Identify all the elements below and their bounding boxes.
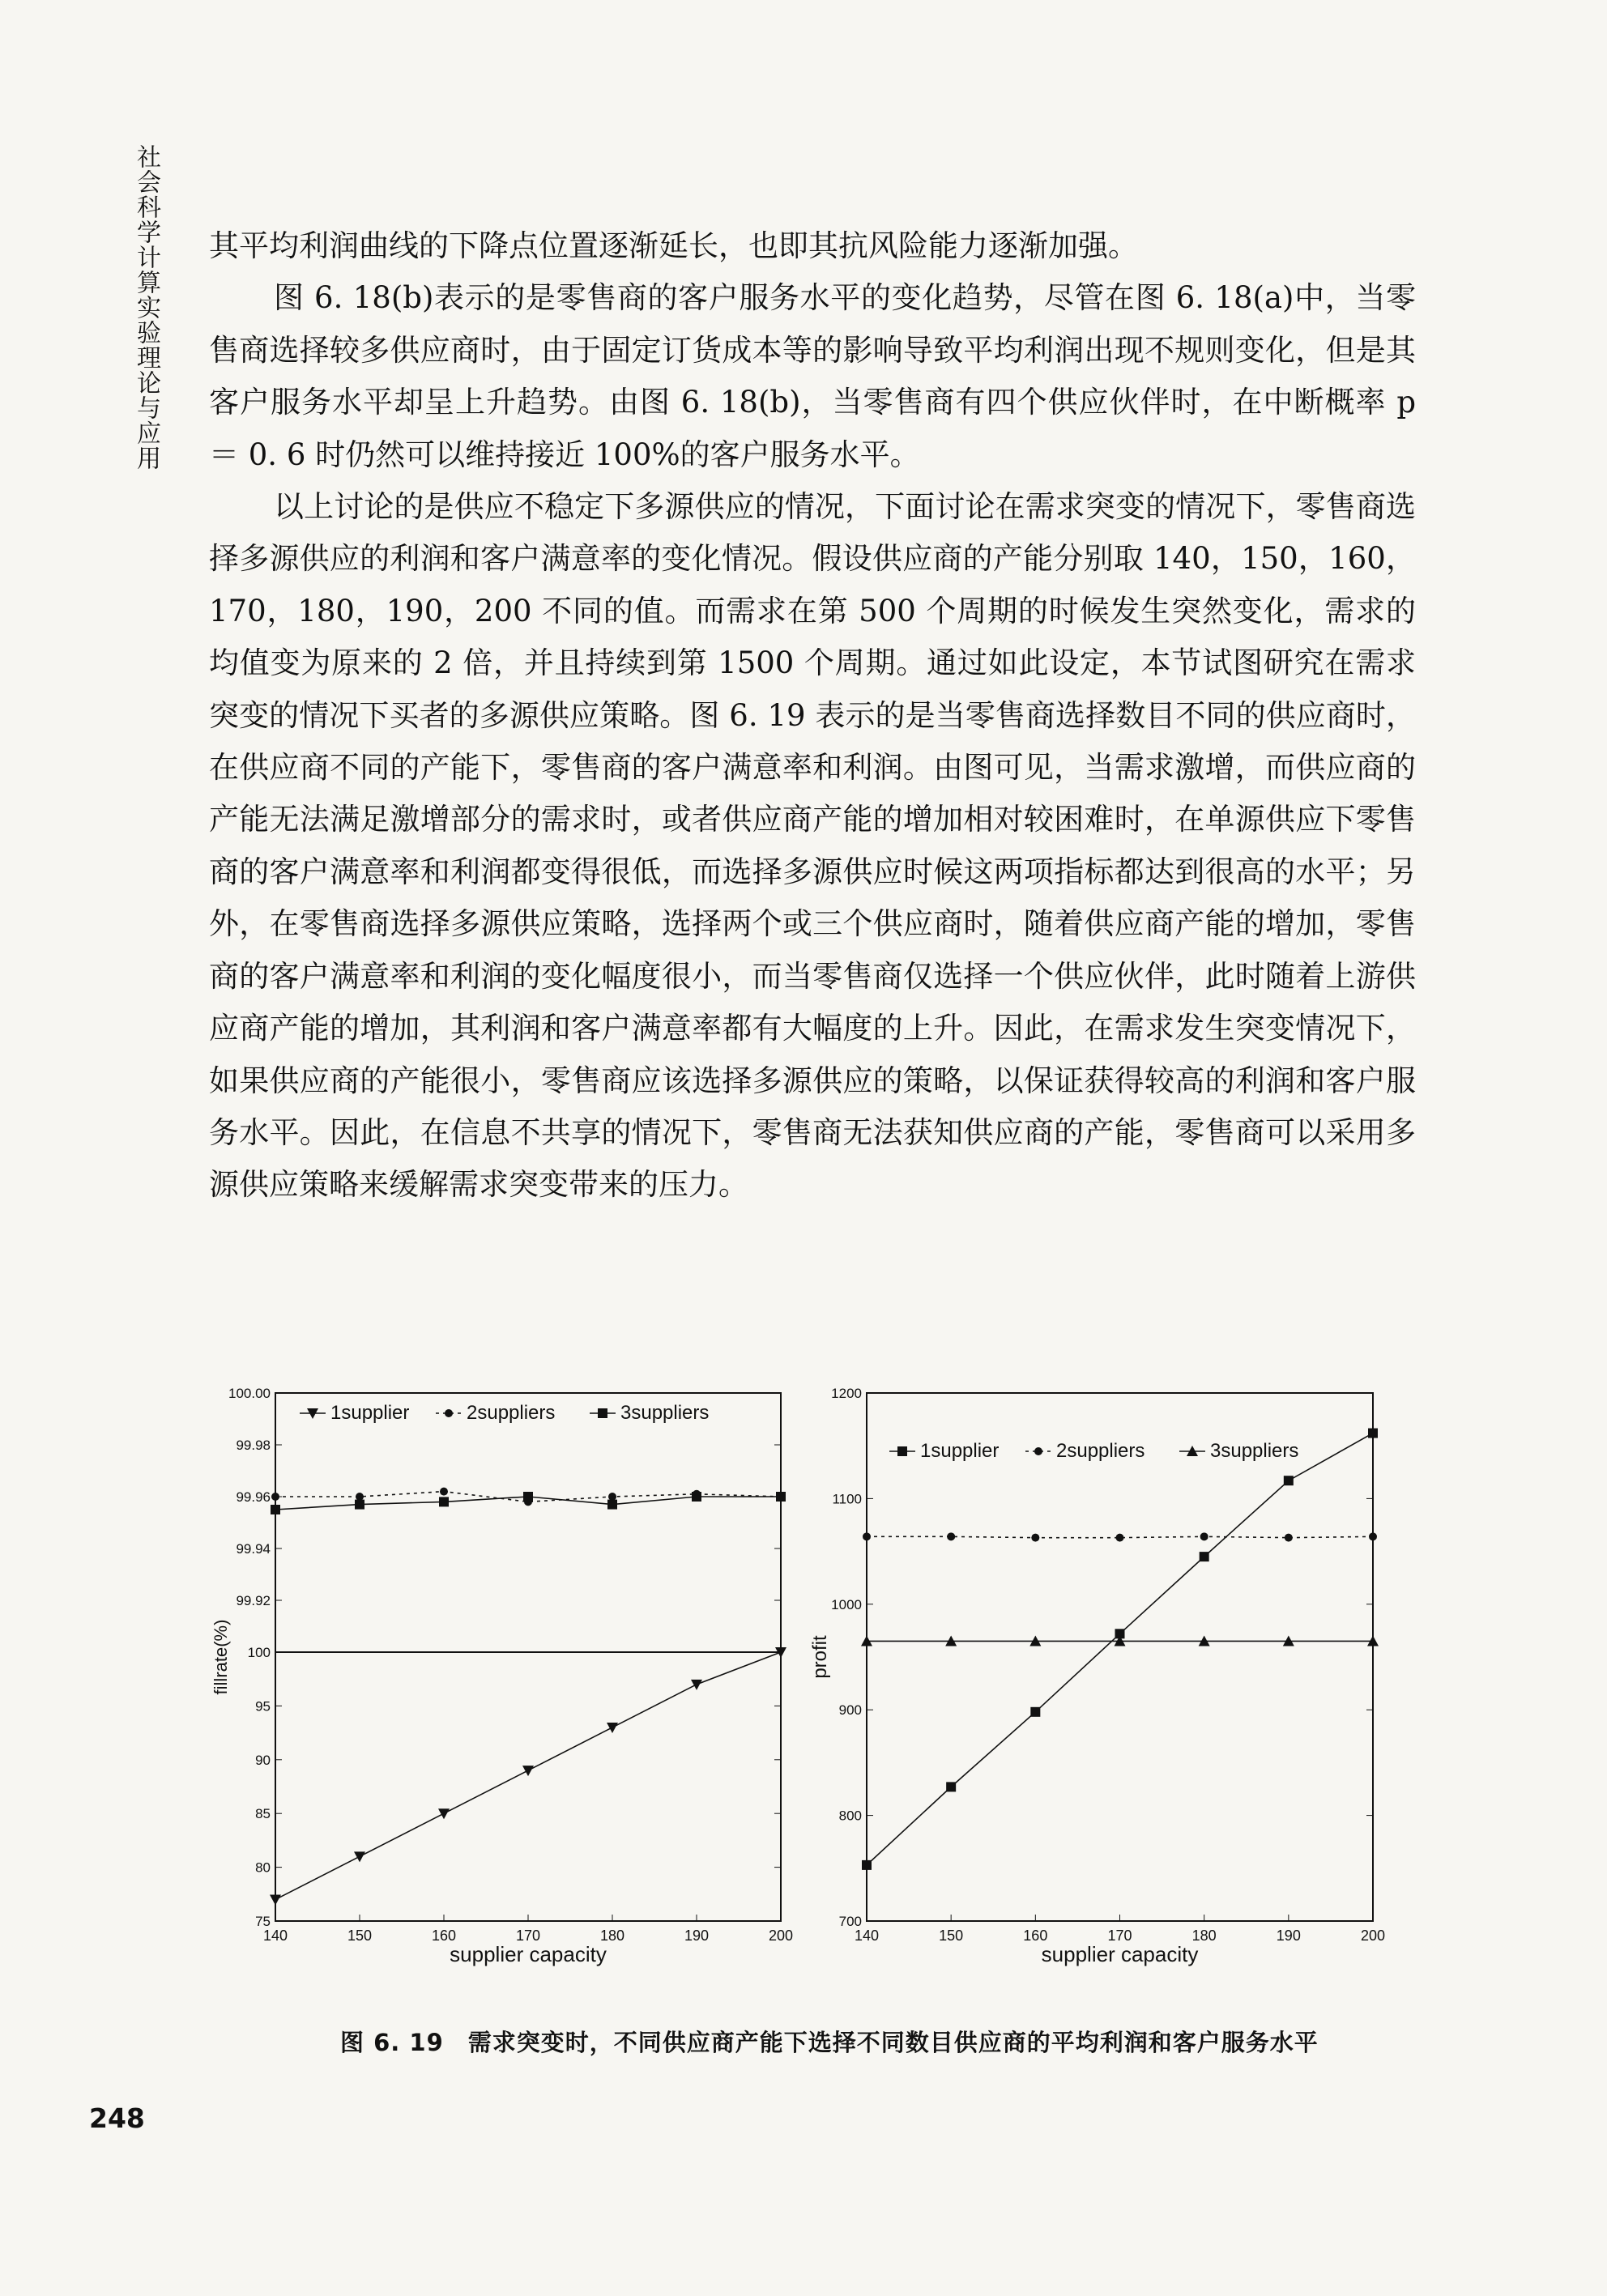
data-point-2suppliers <box>608 1493 616 1501</box>
data-point-2suppliers <box>1369 1532 1377 1540</box>
y-tick-label: 700 <box>838 1914 862 1929</box>
x-tick-label: 170 <box>515 1928 541 1944</box>
body-text <box>209 220 1416 1212</box>
y-tick-label: 1100 <box>832 1491 862 1507</box>
x-tick-label: 170 <box>1107 1928 1132 1944</box>
data-point-1supplier <box>946 1782 956 1791</box>
legend-label: 1supplier <box>330 1402 410 1424</box>
data-point-2suppliers <box>356 1493 364 1501</box>
data-point-2suppliers <box>863 1532 871 1540</box>
data-point-3suppliers <box>776 1492 786 1502</box>
caption-text: 需求突变时，不同供应商产能下选择不同数目供应商的平均利润和客户服务水平 <box>467 2029 1319 2056</box>
data-point-3suppliers <box>439 1497 449 1506</box>
series-line-1supplier <box>867 1433 1373 1865</box>
y-tick-label: 80 <box>255 1859 271 1876</box>
x-tick-label: 190 <box>1276 1928 1301 1944</box>
y-axis-label: fillrate(%) <box>211 1619 231 1695</box>
paragraph: 以上讨论的是供应不稳定下多源供应的情况，下面讨论在需求突变的情况下，零售商选择多源供应的利润和客户满意率的变化情况。假设供应商的产能分别取 140，150，160，170，180，190，200 不同的值。而需求在第 500 个周期的时候发生突然变化，需求的均值变为原来的 2 倍，并且持续到第 1500 个周期。通过如此设定，本节试图研究在需求突变的情况下买者的多源供应策略。图 6. 19 表示的是当零售商选择数目不同的供应商时，在供应商不同的产能下，零售商的客户满意率和利润。由图可见，当需求激增，而供应商的产能无法满足激增部分的需求时，或者供应商产能的增加相对较困难时，在单源供应下零售商的客户满意率和利润都变得很低，而选择多源供应时候这两项指标都达到很高的水平；另外，在零售商选择多源供应策略，选择两个或三个供应商时，随着供应商产能的增加，零售商的客户满意率和利润的变化幅度很小，而当零售商仅选择一个供应伙伴，此时随着上游供应商产能的增加，其利润和客户满意率都有大幅度的上升。因此，在需求发生突变情况下，如果供应商的产能很小，零售商应该选择多源供应的策略，以保证获得较高的利润和客户服务水平。因此，在信息不共享的情况下，零售商无法获知供应商的产能，零售商可以采用多源供应策略来缓解需求突变带来的压力。 <box>209 489 1416 1203</box>
x-tick-label: 140 <box>262 1928 288 1944</box>
legend-label: 3suppliers <box>620 1402 710 1424</box>
data-point-1supplier <box>607 1723 618 1733</box>
x-tick-label: 200 <box>1360 1928 1386 1944</box>
x-axis-label: supplier capacity <box>450 1942 607 1966</box>
y-tick-label: 800 <box>838 1808 862 1824</box>
data-point-3suppliers <box>271 1505 280 1514</box>
caption-number: 图 6. 19 <box>340 2029 444 2056</box>
data-point-2suppliers <box>440 1488 448 1496</box>
legend-marker-2suppliers <box>445 1409 453 1417</box>
y-tick-label: 99.94 <box>236 1541 271 1557</box>
data-point-1supplier <box>270 1894 281 1905</box>
data-point-1supplier <box>1200 1552 1209 1561</box>
data-point-1supplier <box>691 1680 702 1690</box>
data-point-3suppliers <box>523 1492 533 1502</box>
figure-6-19 <box>194 1377 1417 1992</box>
data-point-3suppliers <box>607 1500 617 1510</box>
data-point-2suppliers <box>1116 1534 1124 1542</box>
page-number: 248 <box>89 2102 145 2134</box>
y-tick-label: 85 <box>255 1806 271 1822</box>
data-point-2suppliers <box>1200 1532 1208 1540</box>
y-tick-label: 95 <box>255 1698 271 1715</box>
y-tick-label: 1000 <box>831 1596 862 1612</box>
legend-label: 3suppliers <box>1210 1440 1299 1462</box>
x-tick-label: 150 <box>939 1928 964 1944</box>
y-tick-label: 100.00 <box>228 1386 271 1401</box>
x-tick-label: 200 <box>768 1928 794 1944</box>
data-point-1supplier <box>1368 1429 1378 1438</box>
data-point-2suppliers <box>1031 1534 1039 1542</box>
legend-marker-1supplier <box>897 1446 907 1456</box>
y-tick-label: 99.92 <box>236 1593 271 1608</box>
data-point-1supplier <box>862 1860 872 1870</box>
y-tick-label: 90 <box>255 1752 271 1768</box>
x-axis-label: supplier capacity <box>1041 1942 1199 1966</box>
paragraph: 其平均利润曲线的下降点位置逐渐延长，也即其抗风险能力逐渐加强。 <box>209 228 1138 263</box>
y-axis-label: profit <box>809 1635 831 1679</box>
charts-svg <box>194 1377 1417 1992</box>
figure-caption <box>340 2025 1417 2058</box>
data-point-1supplier <box>354 1851 365 1862</box>
x-tick-label: 150 <box>347 1928 373 1944</box>
y-tick-label: 900 <box>838 1702 862 1719</box>
data-point-2suppliers <box>947 1532 955 1540</box>
data-point-1supplier <box>438 1808 450 1819</box>
data-point-1supplier <box>1030 1707 1040 1717</box>
plot-frame-profit <box>867 1393 1373 1921</box>
legend-label: 1supplier <box>920 1440 1000 1462</box>
plot-frame-fillrate <box>275 1393 781 1921</box>
legend-marker-2suppliers <box>1034 1447 1042 1455</box>
running-head: 社会科学计算实验理论与应用 <box>132 144 160 471</box>
data-point-1supplier <box>522 1766 534 1776</box>
legend-label: 2suppliers <box>1056 1440 1145 1462</box>
x-tick-label: 160 <box>431 1928 457 1944</box>
x-tick-label: 140 <box>854 1928 880 1944</box>
y-tick-label: 99.96 <box>236 1489 271 1505</box>
y-tick-label: 99.98 <box>236 1438 271 1453</box>
x-tick-label: 190 <box>684 1928 710 1944</box>
data-point-3suppliers <box>692 1492 701 1502</box>
x-tick-label: 160 <box>1023 1928 1048 1944</box>
y-tick-label: 75 <box>255 1914 271 1929</box>
paragraph: 图 6. 18(b)表示的是零售商的客户服务水平的变化趋势，尽管在图 6. 18(a)中，当零售商选择较多供应商时，由于固定订货成本等的影响导致平均利润出现不规则变化，但是其客户服务水平却呈上升趋势。由图 6. 18(b)，当零售商有四个供应伙伴时，在中断概率 p ＝ 0. 6 时仍然可以维持接近 100%的客户服务水平。 <box>209 280 1416 472</box>
data-point-1supplier <box>1284 1476 1294 1485</box>
y-tick-label: 100 <box>247 1645 271 1660</box>
data-point-2suppliers <box>271 1493 279 1501</box>
y-tick-label: 1200 <box>831 1386 862 1401</box>
data-point-2suppliers <box>1285 1534 1293 1542</box>
x-tick-label: 180 <box>599 1928 625 1944</box>
x-tick-label: 180 <box>1191 1928 1217 1944</box>
legend-label: 2suppliers <box>467 1402 556 1424</box>
data-point-3suppliers <box>355 1500 364 1510</box>
legend-marker-3suppliers <box>598 1408 607 1418</box>
